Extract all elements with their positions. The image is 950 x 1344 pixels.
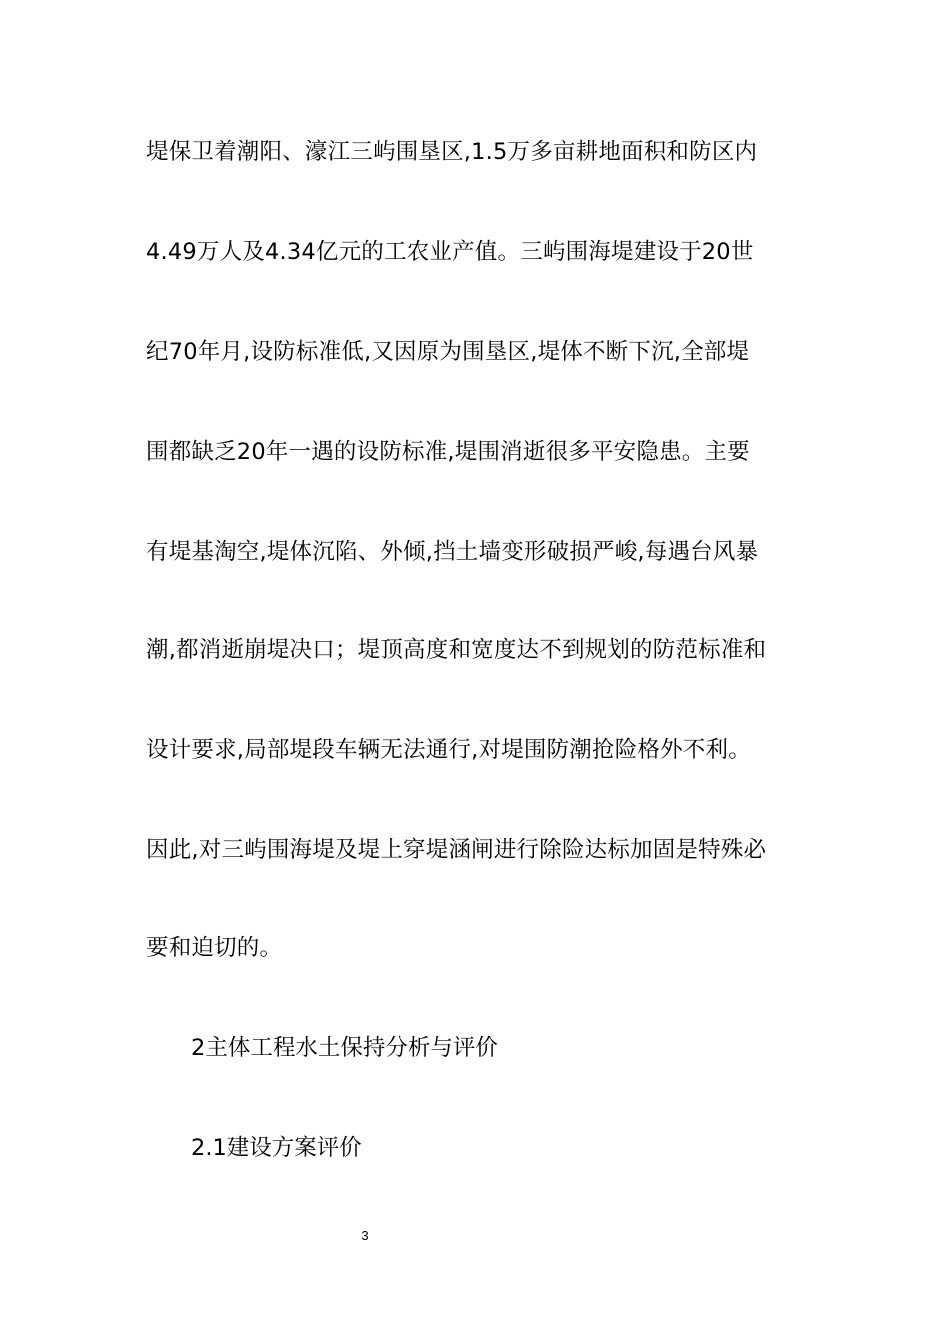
body-line-6: 潮,都消逝崩堤决口；堤顶高度和宽度达不到规划的防范标准和 <box>146 637 767 663</box>
body-line-1: 堤保卫着潮阳、濠江三屿围垦区,1.5万多亩耕地面积和防区内 <box>146 139 758 165</box>
body-line-3: 纪70年月,设防标准低,又因原为围垦区,堤体不断下沉,全部堤 <box>146 339 750 365</box>
body-line-4: 围都缺乏20年一遇的设防标准,堤围消逝很多平安隐患。主要 <box>146 439 750 465</box>
body-line-2: 4.49万人及4.34亿元的工农业产值。三屿围海堤建设于20世 <box>146 239 754 265</box>
body-line-8: 因此,对三屿围海堤及堤上穿堤涵闸进行除险达标加固是特殊必 <box>146 837 767 863</box>
section-heading: 2主体工程水土保持分析与评价 <box>191 1035 498 1061</box>
page-number: 3 <box>361 1228 369 1243</box>
subsection-heading: 2.1建设方案评价 <box>191 1135 362 1161</box>
body-line-9: 要和迫切的。 <box>146 935 283 961</box>
body-line-5: 有堤基淘空,堤体沉陷、外倾,挡土墙变形破损严峻,每遇台风暴 <box>146 539 759 565</box>
body-line-7: 设计要求,局部堤段车辆无法通行,对堤围防潮抢险格外不利。 <box>146 737 751 763</box>
